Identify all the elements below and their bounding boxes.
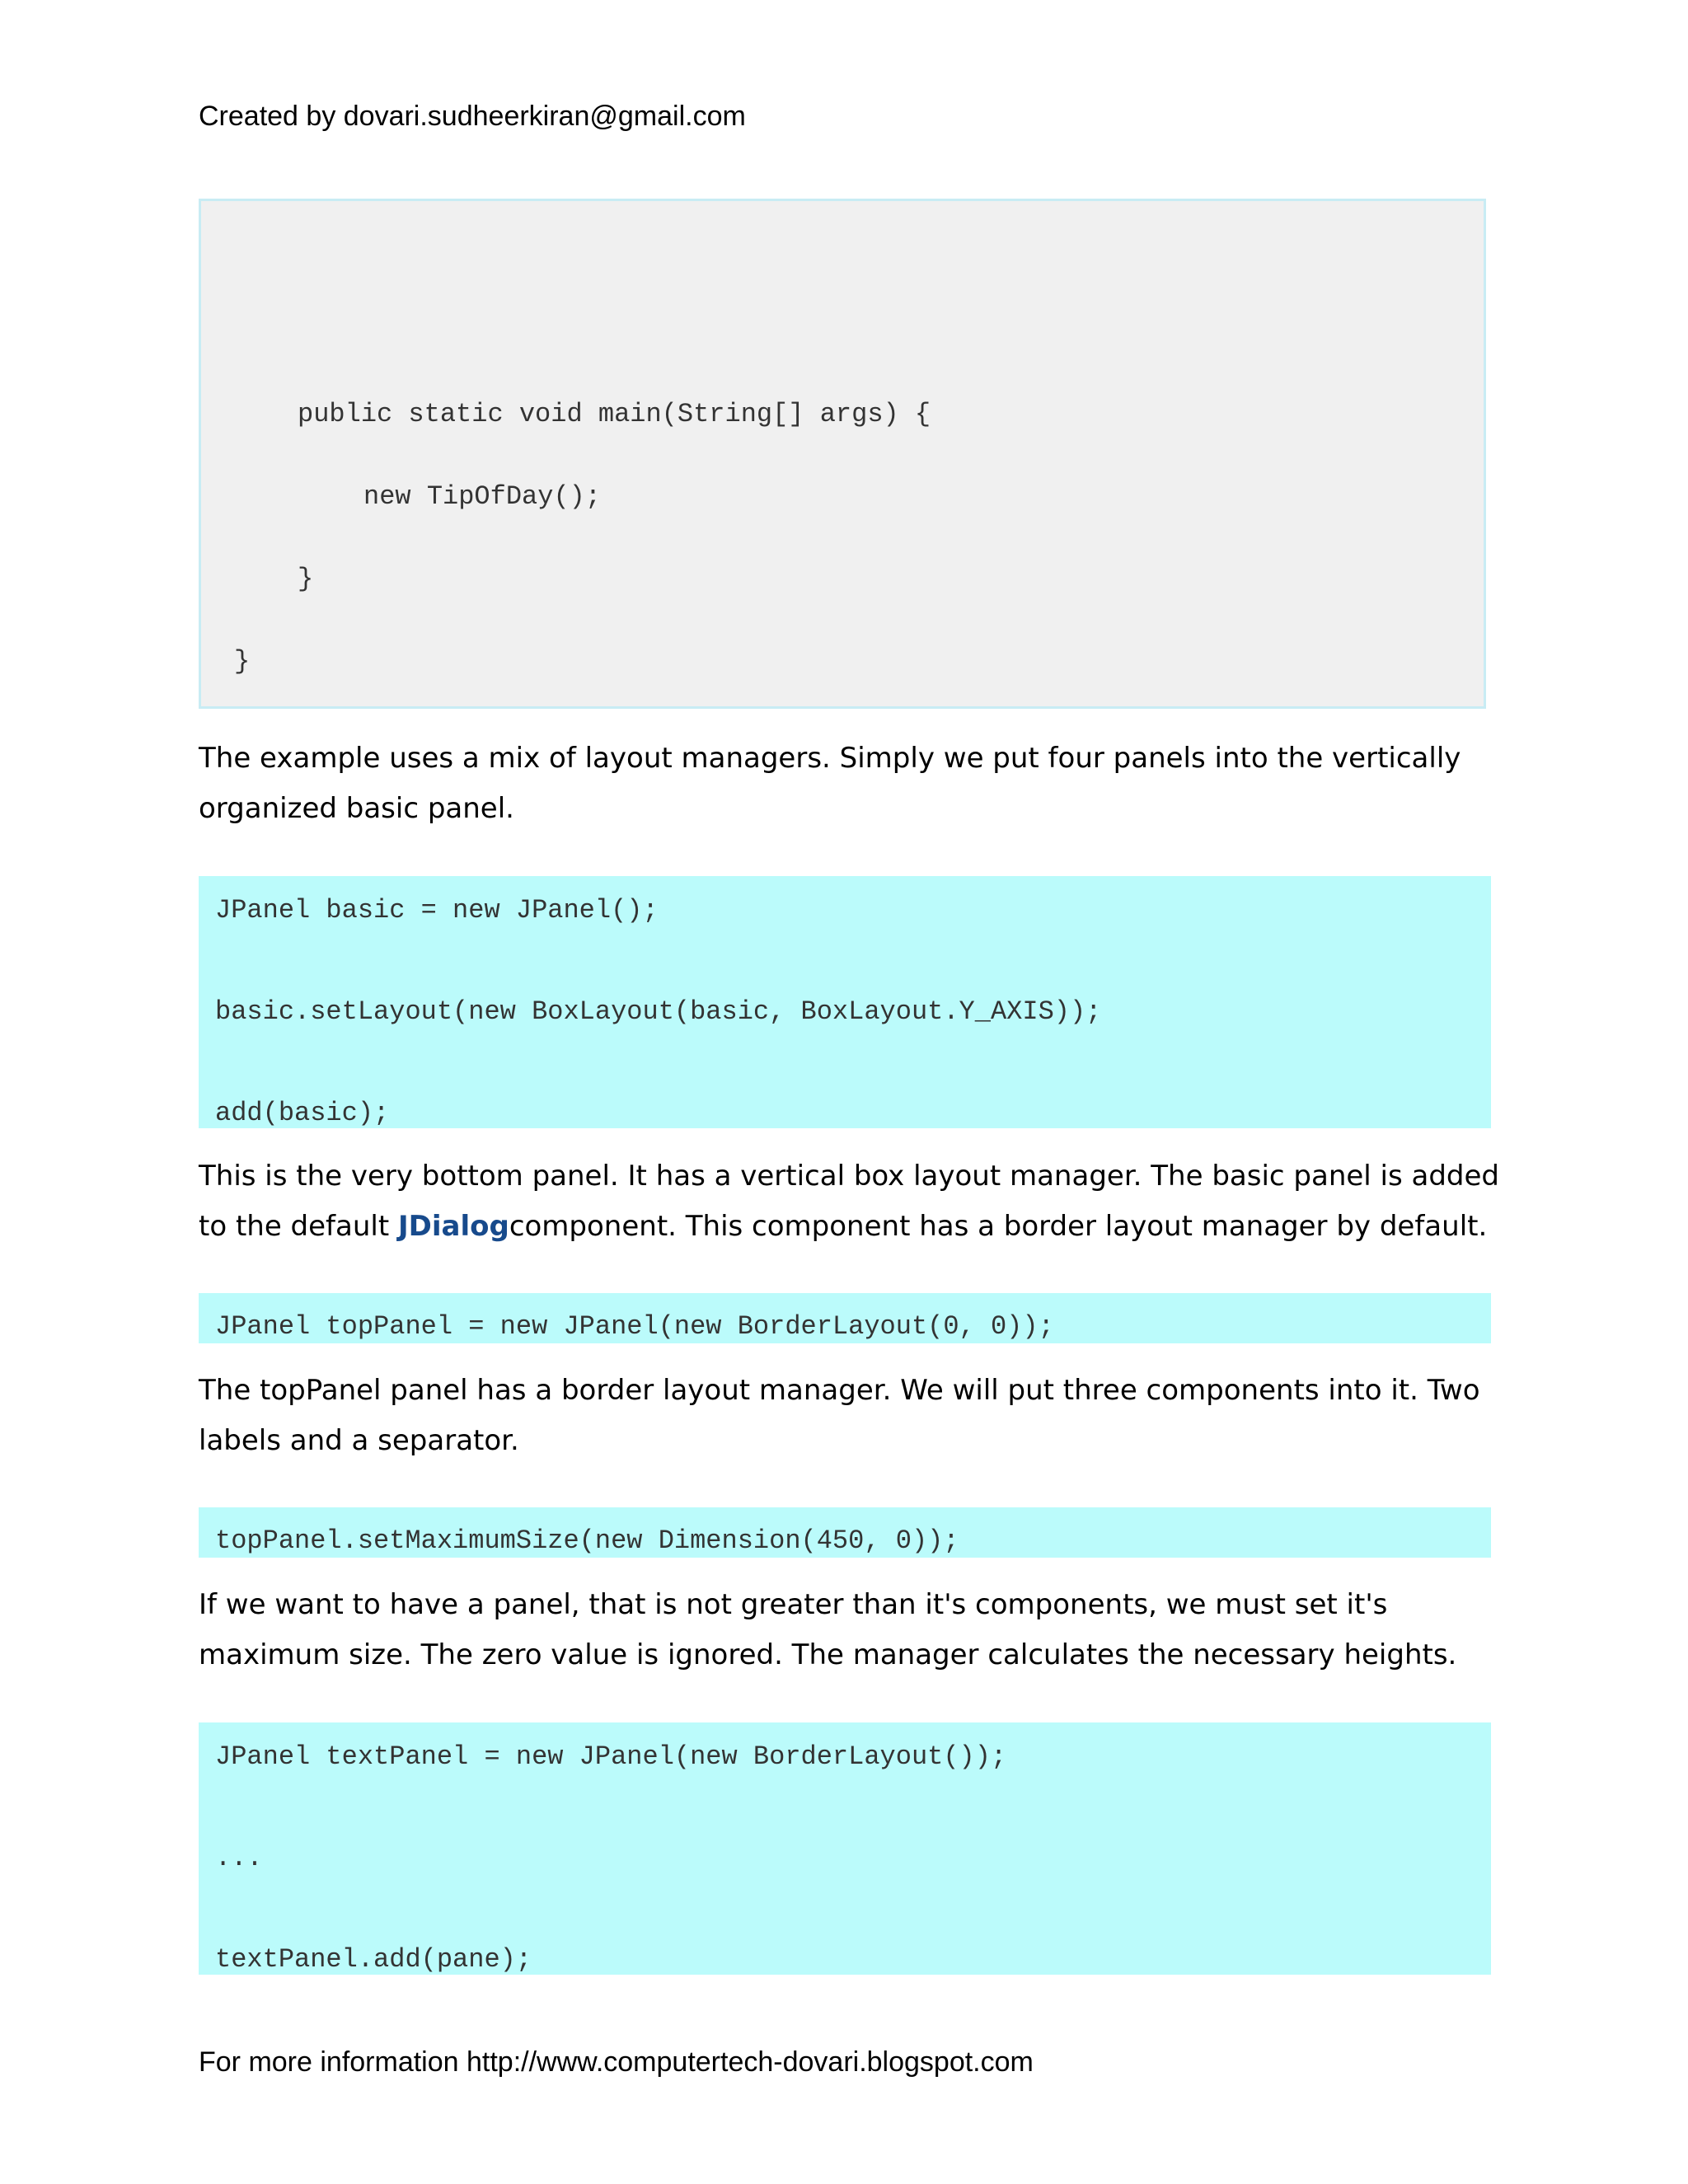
code-line: textPanel.add(pane); <box>215 1944 532 1975</box>
code-block-top-panel <box>199 1293 1491 1343</box>
code-line: JPanel basic = new JPanel(); <box>215 895 659 926</box>
paragraph-line: If we want to have a panel, that is not greater than it's components, we must set it's <box>199 1588 1388 1621</box>
code-line: new TipOfDay(); <box>363 481 602 512</box>
code-line: JPanel textPanel = new JPanel(new BorderLayout()); <box>215 1741 1007 1772</box>
code-block-maximum-size <box>199 1507 1491 1558</box>
paragraph <box>199 1151 1500 1252</box>
code-line: } <box>298 564 314 594</box>
paragraph-line: maximum size. The zero value is ignored. The manager calculates the necessary heights. <box>199 1638 1457 1671</box>
paragraph-line: The topPanel panel has a border layout manager. We will put three components into it. Two <box>199 1374 1480 1407</box>
jdialog-link[interactable]: JDialog <box>397 1210 509 1243</box>
paragraph-line: This is the very bottom panel. It has a vertical box layout manager. The basic panel is added <box>199 1160 1500 1193</box>
text-segment: component. This component has a border layout manager by default. <box>509 1210 1488 1243</box>
page-footer: For more information http://www.computertech-dovari.blogspot.com <box>199 2046 1034 2078</box>
code-block-basic-panel <box>199 876 1491 1128</box>
page-header: Created by dovari.sudheerkiran@gmail.com <box>199 101 746 132</box>
code-line: topPanel.setMaximumSize(new Dimension(450, 0)); <box>215 1526 959 1556</box>
code-line: JPanel topPanel = new JPanel(new BorderLayout(0, 0)); <box>215 1311 1054 1342</box>
code-block-text-panel <box>199 1722 1491 1975</box>
code-line: } <box>234 646 251 677</box>
code-line: basic.setLayout(new BoxLayout(basic, BoxLayout.Y_AXIS)); <box>215 996 1102 1027</box>
paragraph-line: The example uses a mix of layout managers. Simply we put four panels into the vertically <box>199 742 1461 775</box>
paragraph <box>199 1580 1491 1680</box>
text-segment: to the default <box>199 1210 398 1243</box>
paragraph-line: organized basic panel. <box>199 792 514 825</box>
code-block-main-method <box>199 199 1486 709</box>
code-line: ... <box>215 1843 263 1873</box>
paragraph-line <box>199 1202 1491 1252</box>
paragraph <box>199 733 1491 834</box>
paragraph <box>199 1366 1491 1466</box>
code-line: public static void main(String[] args) { <box>298 399 931 429</box>
code-line: add(basic); <box>215 1098 390 1128</box>
paragraph-line: labels and a separator. <box>199 1424 519 1457</box>
